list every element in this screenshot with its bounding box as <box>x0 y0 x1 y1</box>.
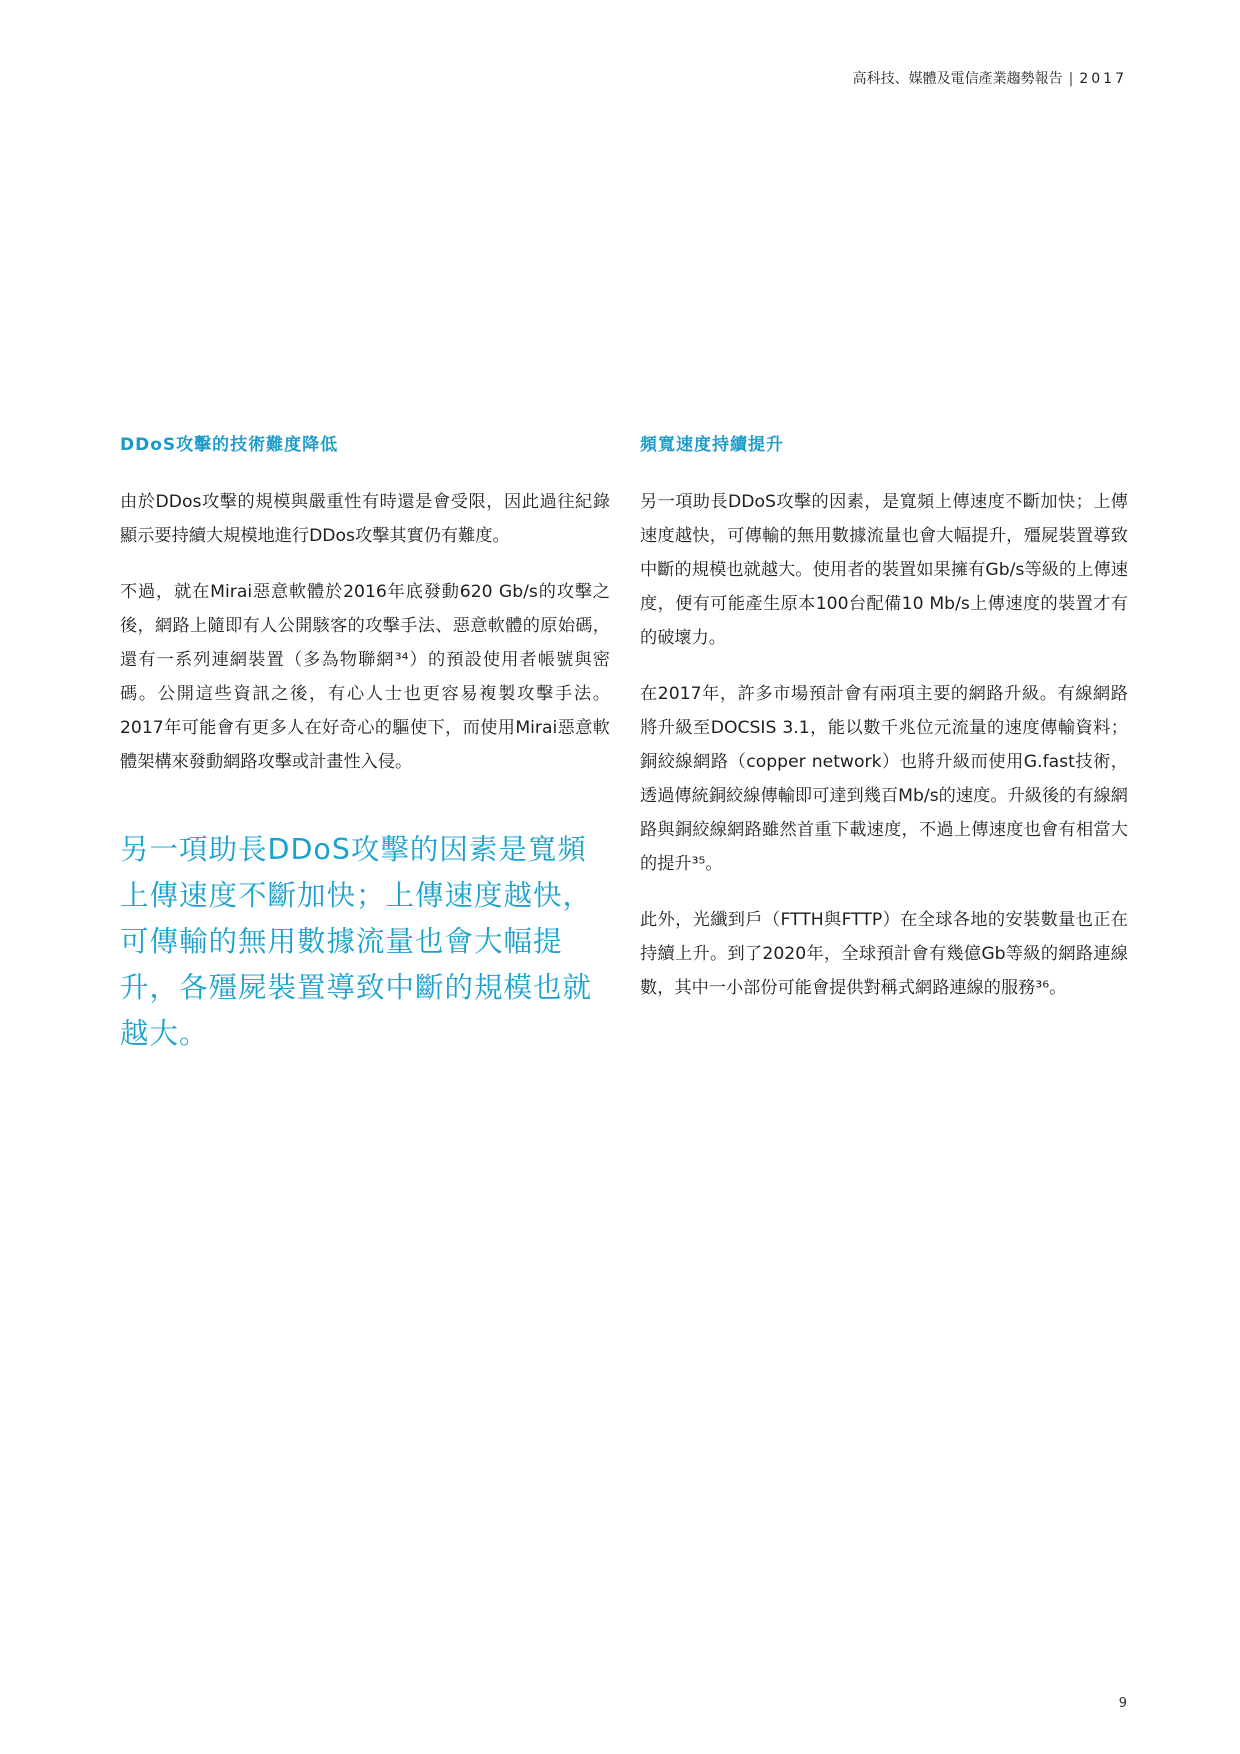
left-column <box>120 430 610 1057</box>
paragraph: 不過，就在Mirai惡意軟體於2016年底發動620 Gb/s的攻擊之後，網路上隨即有人公開駭客的攻擊手法、惡意軟體的原始碼，還有一系列連網裝置（多為物聯網³⁴）的預設使用者帳號與密碼。公開這些資訊之後，有心人士也更容易複製攻擊手法。2017年可能會有更多人在好奇心的驅使下，而使用Mirai惡意軟體架構來發動網路攻擊或計畫性入侵。 <box>120 582 610 772</box>
paragraph: 在2017年，許多市場預計會有兩項主要的網路升級。有線網路將升級至DOCSIS 3.1，能以數千兆位元流量的速度傳輸資料；銅絞線網路（copper network）也將升級而使用G.fast技術，透過傳統銅絞線傳輸即可達到幾百Mb/s的速度。升級後的有線網路與銅絞線網路雖然首重下載速度，不過上傳速度也會有相當大的提升³⁵。 <box>640 684 1128 874</box>
report-year: 2017 <box>1079 71 1127 87</box>
pull-quote: 另一項助長DDoS攻擊的因素是寬頻上傳速度不斷加快；上傳速度越快，可傳輸的無用數據流量也會大幅提升，各殭屍裝置導致中斷的規模也就越大。 <box>120 833 593 1050</box>
page-number: 9 <box>1118 1696 1127 1711</box>
paragraph: 由於DDos攻擊的規模與嚴重性有時還是會受限，因此過往紀錄顯示要持續大規模地進行DDos攻擊其實仍有難度。 <box>120 492 610 546</box>
section-heading-bandwidth: 頻寬速度持續提升 <box>640 435 784 455</box>
paragraph: 另一項助長DDoS攻擊的因素，是寬頻上傳速度不斷加快；上傳速度越快，可傳輸的無用數據流量也會大幅提升，殭屍裝置導致中斷的規模也就越大。使用者的裝置如果擁有Gb/s等級的上傳速度，便有可能產生原本100台配備10 Mb/s上傳速度的裝置才有的破壞力。 <box>640 492 1128 648</box>
report-title: 高科技、媒體及電信產業趨勢報告 <box>852 71 1063 87</box>
section-heading-ddos-difficulty: DDoS攻擊的技術難度降低 <box>120 435 339 455</box>
right-column <box>640 430 1128 1027</box>
running-header <box>853 68 1127 88</box>
paragraph: 此外，光纖到戶（FTTH與FTTP）在全球各地的安裝數量也正在持續上升。到了2020年，全球預計會有幾億Gb等級的網路連線數，其中一小部份可能會提供對稱式網路連線的服務³⁶。 <box>640 910 1128 998</box>
header-separator: | <box>1068 71 1074 87</box>
